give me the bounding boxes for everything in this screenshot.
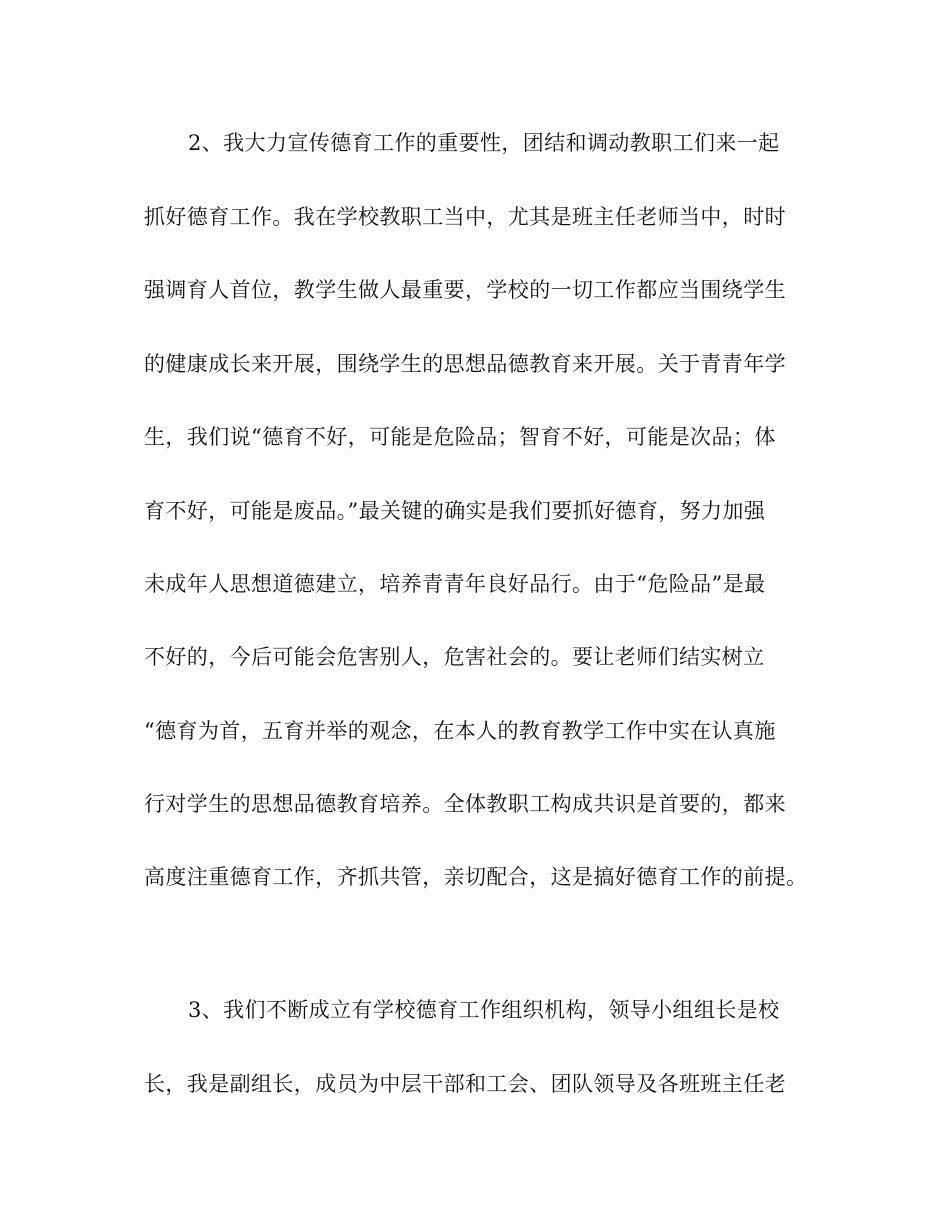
paragraph-line: 强调育人首位，教学生做人最重要，学校的一切工作都应当围绕学生: [144, 278, 786, 302]
paragraph-line: 未成年人思想道德建立，培养青青年良好品行。由于“危险品”是最: [144, 572, 766, 596]
paragraph-line: 长，我是副组长，成员为中层干部和工会、团队领导及各班班主任老: [144, 1072, 786, 1096]
paragraph-line: 的健康成长来开展，围绕学生的思想品德教育来开展。关于青青年学: [144, 352, 786, 376]
paragraph-line: 行对学生的思想品德教育培养。全体教职工构成共识是首要的，都来: [144, 792, 786, 816]
paragraph-line: 高度注重德育工作，齐抓共管，亲切配合，这是搞好德育工作的前提。: [144, 865, 808, 889]
paragraph-line: “德育为首，五育并举的观念，在本人的教育教学工作中实在认真施: [144, 719, 776, 743]
paragraph-line: 抓好德育工作。我在学校教职工当中，尤其是班主任老师当中，时时: [144, 205, 786, 229]
paragraph-line: 3、我们不断成立有学校德育工作组织机构，领导小组组长是校: [188, 998, 780, 1022]
paragraph-line: 不好的，今后可能会危害别人，危害社会的。要让老师们结实树立: [144, 645, 765, 669]
paragraph-line: 育不好，可能是废品。”最关键的确实是我们要抓好德育，努力加强: [144, 499, 766, 523]
paragraph-line: 2、我大力宣传德育工作的重要性，团结和调动教职工们来一起: [188, 131, 780, 155]
paragraph-line: 生，我们说“德育不好，可能是危险品；智育不好，可能是次品；体: [144, 425, 776, 449]
